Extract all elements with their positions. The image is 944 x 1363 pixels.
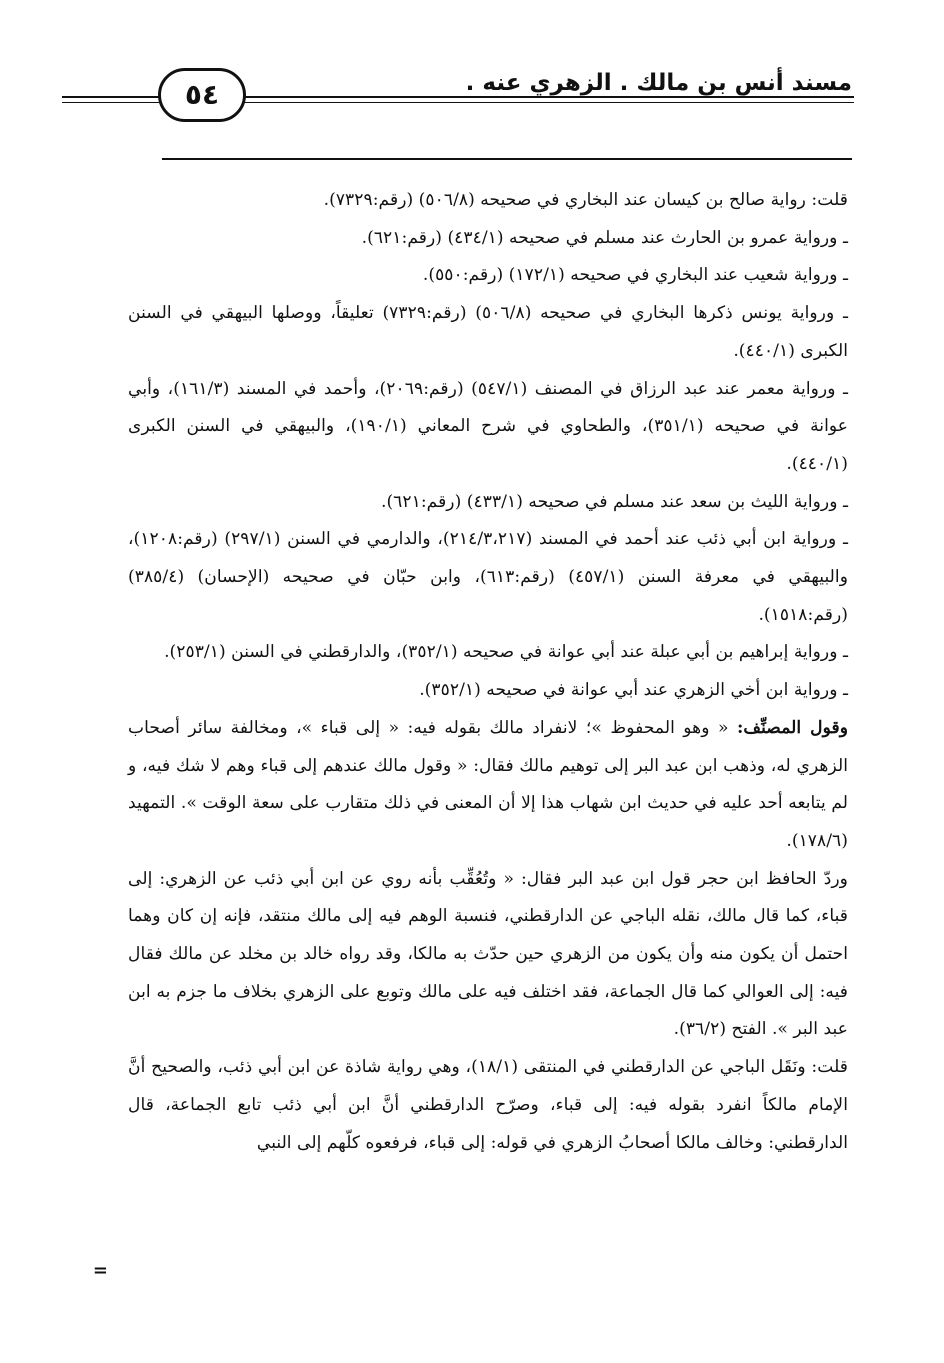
paragraph-text: ـ ورواية ابن أبي ذئب عند أحمد في المسند (٢١٤/٣،٢١٧)، والدارمي في السنن (٢٩٧/١) (رقم:١٢٠٨)، والبيهقي في معرفة السنن (٤٥٧/١) (رقم:٦١٣)، وابن حبّان في صحيحه (الإحسان) (٣٨٥/٤) (رقم:١٥١٨). bbox=[128, 529, 848, 625]
paragraph-text: ـ ورواية شعيب عند البخاري في صحيحه (١٧٢/١) (رقم:٥٥٠). bbox=[422, 265, 848, 286]
paragraph-lead: وقول المصنِّف: bbox=[736, 717, 848, 738]
paragraph bbox=[128, 182, 848, 220]
paragraph-text: ـ ورواية عمرو بن الحارث عند مسلم في صحيحه (٤٣٤/١) (رقم:٦٢١). bbox=[361, 227, 848, 248]
paragraph bbox=[128, 220, 848, 258]
paragraph-text: ـ ورواية معمر عند عبد الرزاق في المصنف (٥٤٧/١) (رقم:٢٠٦٩)، وأحمد في المسند (١٦١/٣)، وأبي عوانة في صحيحه (٣٥١/١)، والطحاوي في شرح المعاني (١٩٠/١)، والبيهقي في السنن الكبرى (٤٤٠/١). bbox=[128, 378, 849, 474]
header-rule-left-thin bbox=[62, 102, 160, 103]
paragraph bbox=[128, 521, 848, 634]
body-text bbox=[128, 182, 848, 1162]
paragraph bbox=[128, 710, 848, 861]
header-underline bbox=[162, 158, 852, 160]
paragraph bbox=[128, 484, 848, 522]
paragraph bbox=[128, 371, 848, 484]
paragraph-text: ـ ورواية يونس ذكرها البخاري في صحيحه (٥٠٦/٨) (رقم:٧٣٢٩) تعليقاً، ووصلها البيهقي في السنن الكبرى (٤٤٠/١). bbox=[128, 303, 848, 361]
header-rule-right-thin bbox=[244, 102, 854, 103]
paragraph-text: ـ ورواية إبراهيم بن أبي عبلة عند أبي عوانة في صحيحه (٣٥٢/١)، والدارقطني في السنن (٢٥٣/١). bbox=[164, 642, 848, 663]
running-title: مسند أنس بن مالك . الزهري عنه . bbox=[465, 70, 852, 96]
paragraph-text: قلت: رواية صالح بن كيسان عند البخاري في صحيحه (٥٠٦/٨) (رقم:٧٣٢٩). bbox=[323, 190, 848, 210]
paragraph bbox=[128, 861, 848, 1050]
paragraph-text: قلت: ونَقَل الباجي عن الدارقطني في المنتقى (١٨/١)، وهي رواية شاذة عن ابن أبي ذئب، والصحيح أنَّ الإمام مالكاً انفرد بقوله فيه: إلى قباء، وصرّح الدارقطني أنَّ ابن أبي ذئب تابع الجماعة، قال الدارقطني: وخالف مالكا أصحابُ الزهري في قوله: إلى قباء، فرفعوه كلّهم إلى النبي bbox=[128, 1057, 848, 1153]
paragraph bbox=[128, 634, 848, 672]
paragraph bbox=[128, 295, 848, 370]
continuation-mark: = bbox=[92, 1260, 108, 1281]
paragraph-text: ـ ورواية ابن أخي الزهري عند أبي عوانة في صحيحه (٣٥٢/١). bbox=[419, 680, 848, 701]
header-rule-left bbox=[62, 96, 160, 98]
paragraph bbox=[128, 257, 848, 295]
paragraph-text: ـ ورواية الليث بن سعد عند مسلم في صحيحه (٤٣٣/١) (رقم:٦٢١). bbox=[380, 491, 848, 512]
page-number-badge: ٥٤ bbox=[158, 68, 246, 122]
header-rule-right bbox=[244, 96, 854, 98]
paragraph bbox=[128, 1049, 848, 1162]
paragraph bbox=[128, 672, 848, 710]
paragraph-text: وردّ الحافظ ابن حجر قول ابن عبد البر فقال: « وتُعُقِّب بأنه روي عن ابن أبي ذئب عن الزهري: إلى قباء، كما قال مالك، نقله الباجي عن الدارقطني، فنسبة الوهم فيه إلى مالك منتقد، فإنه إن كان وهما احتمل أن يكون منه وأن يكون من الزهري حين حدّث به مالكا، وقد رواه خالد بن مخلد عن مالك فقال فيه: إلى العوالي كما قال الجماعة، فقد اختلف فيه على مالك وتوبع على الزهري بخلاف ما جزم به ابن عبد البر ». الفتح (٣٦/٢). bbox=[128, 868, 848, 1040]
paragraph-text: « وهو المحفوظ »؛ لانفراد مالك بقوله فيه: « إلى قباء »، ومخالفة سائر أصحاب الزهري له، وذهب ابن عبد البر إلى توهيم مالك فقال: « وقول مالك عندهم إلى قباء وهم لا شك فيه، و لم يتابعه أحد عليه في حديث ابن شهاب هذا إلا أن المعنى في ذلك متقارب على سعة الوقت ». التمهيد (١٧٨/٦). bbox=[128, 717, 848, 851]
